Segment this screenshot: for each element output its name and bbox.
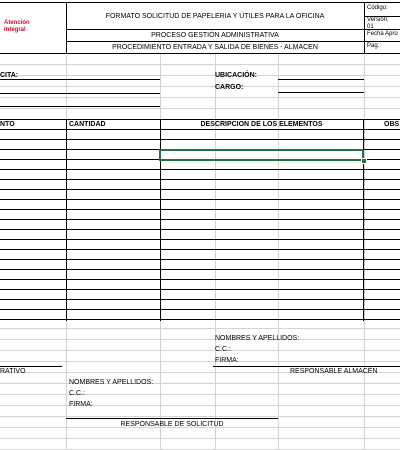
table-row[interactable] bbox=[0, 169, 400, 170]
requester-line-2 bbox=[0, 93, 160, 94]
table-row[interactable] bbox=[0, 299, 400, 300]
position-label: CARGO: bbox=[215, 84, 244, 91]
header-bottom-border bbox=[0, 53, 400, 54]
company-logo bbox=[4, 20, 30, 34]
table-row[interactable] bbox=[0, 219, 400, 220]
table-row[interactable] bbox=[0, 259, 400, 260]
requester-label: CITA: bbox=[0, 72, 19, 79]
gridline-vertical bbox=[364, 53, 365, 450]
table-row[interactable] bbox=[0, 249, 400, 250]
table-row[interactable] bbox=[0, 309, 400, 310]
almacen-signature-label: FIRMA: bbox=[215, 357, 239, 364]
approval-date-label: Fecha Apro bbox=[367, 31, 398, 37]
gridline-horizontal bbox=[0, 394, 400, 395]
column-header-quantity: CANTIDAD bbox=[69, 121, 106, 128]
table-row[interactable] bbox=[0, 279, 400, 280]
process-name: PROCESO GESTIÓN ADMINISTRATIVA bbox=[151, 32, 279, 39]
requester-cc-label: C.C.: bbox=[69, 390, 85, 397]
logo-line-1: Atención bbox=[4, 20, 30, 26]
gridline-horizontal bbox=[0, 339, 400, 340]
version-label: Versión: bbox=[367, 17, 389, 23]
logo-line-2: Integral bbox=[4, 27, 26, 33]
location-label: UBICACIÓN: bbox=[215, 72, 257, 79]
almacen-cc-label: C.C.: bbox=[215, 346, 231, 353]
gridline-horizontal bbox=[0, 328, 400, 329]
column-header-description: DESCRIPCION DE LOS ELEMENTOS bbox=[200, 121, 323, 128]
table-row[interactable] bbox=[0, 189, 400, 190]
selected-cell[interactable] bbox=[159, 149, 364, 161]
table-row[interactable] bbox=[0, 319, 400, 320]
gridline-horizontal bbox=[0, 108, 400, 109]
request-role-label: RESPONSABLE DE SOLICITUD bbox=[120, 421, 224, 428]
table-row[interactable] bbox=[0, 139, 400, 140]
gridline-vertical bbox=[215, 53, 216, 450]
almacen-names-label: NOMBRES Y APELLIDOS: bbox=[215, 335, 300, 342]
request-signature-line bbox=[66, 418, 278, 419]
table-header-bottom bbox=[0, 129, 400, 130]
code-label: Código: bbox=[367, 5, 388, 11]
version-value: 01 bbox=[367, 24, 374, 28]
table-row[interactable] bbox=[0, 289, 400, 290]
table-row[interactable] bbox=[0, 229, 400, 230]
admin-role-label: RATIVO bbox=[0, 368, 26, 375]
location-line bbox=[278, 79, 364, 80]
fill-handle[interactable] bbox=[361, 158, 367, 164]
requester-line-3 bbox=[0, 106, 160, 107]
table-row[interactable] bbox=[0, 209, 400, 210]
column-header-item: NTO bbox=[0, 121, 15, 128]
gridline-horizontal bbox=[0, 97, 400, 98]
requester-names-label: NOMBRES Y APELLIDOS: bbox=[69, 379, 154, 386]
table-row[interactable] bbox=[0, 269, 400, 270]
requester-line bbox=[0, 79, 160, 80]
gridline-horizontal bbox=[0, 64, 400, 65]
gridline-horizontal bbox=[0, 86, 400, 87]
page-label: Pag.: bbox=[367, 43, 382, 49]
gridline-horizontal bbox=[0, 416, 400, 417]
column-header-observations: OBS bbox=[384, 121, 400, 128]
almacen-role-label: RESPONSABLE ALMACÉN bbox=[290, 368, 378, 375]
gridline-horizontal bbox=[0, 75, 400, 76]
gridline-horizontal bbox=[0, 361, 400, 362]
header-top-border bbox=[0, 2, 400, 3]
table-row[interactable] bbox=[0, 179, 400, 180]
header-row-line-2 bbox=[66, 41, 400, 42]
form-title: FORMATO SOLICITUD DE PAPELERIA Y ÚTILES PARA LA OFICINA bbox=[105, 13, 325, 20]
position-line bbox=[278, 92, 364, 93]
table-row[interactable] bbox=[0, 199, 400, 200]
gridline-vertical bbox=[278, 53, 279, 450]
gridline-horizontal bbox=[0, 350, 400, 351]
requester-signature-label: FIRMA: bbox=[69, 401, 93, 408]
gridline-horizontal bbox=[0, 405, 400, 406]
gridline-horizontal bbox=[0, 438, 400, 439]
table-row[interactable] bbox=[0, 239, 400, 240]
header-row-line-1 bbox=[66, 29, 400, 30]
gridline-horizontal bbox=[0, 383, 400, 384]
procedure-name: PROCEDIMIENTO ENTRADA Y SALIDA DE BIENES - ALMACEN bbox=[112, 44, 318, 51]
header-divider-right bbox=[364, 2, 365, 53]
